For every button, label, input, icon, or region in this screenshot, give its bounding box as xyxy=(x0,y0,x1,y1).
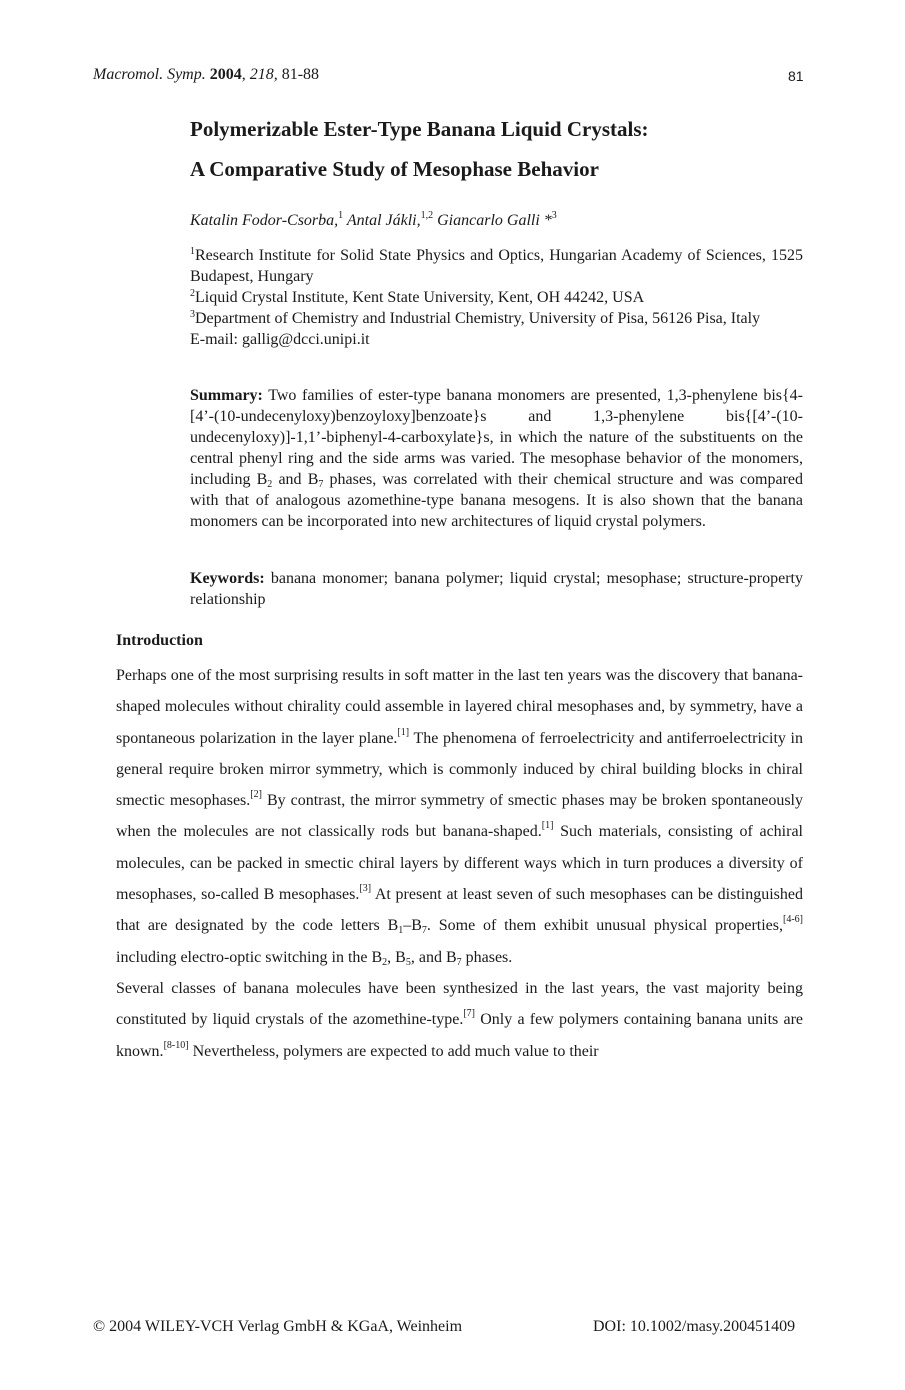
affiliations xyxy=(190,245,803,350)
contact-email: E-mail: gallig@dcci.unipi.it xyxy=(190,331,370,348)
author-list xyxy=(190,212,557,230)
journal-year: 2004 xyxy=(209,66,242,83)
body-text xyxy=(116,660,803,1067)
abstract-label: Summary: xyxy=(190,387,263,404)
page-number: 81 xyxy=(788,68,804,84)
citation-ref: [7] xyxy=(463,1008,475,1020)
citation-ref: [3] xyxy=(359,883,372,895)
doi: DOI: 10.1002/masy.200451409 xyxy=(593,1318,796,1335)
citation-ref: [8-10] xyxy=(163,1039,189,1051)
paragraph: Perhaps one of the most surprising results in soft matter in the last ten years was the discovery that banana-shaped molecules without chirality could assemble in layered chiral mesophases and, by symmetry, have a spontaneous polarization in the layer plane.[1] The phenomena of ferroelectricity and antiferroelectricity in general require broken mirror symmetry, which is commonly induced by chiral building blocks in chiral smectic mesophases.[2] By contrast, the mirror symmetry of smectic phases may be broken spontaneously when the molecules are not classically rods but banana-shaped.[1] Such materials, consisting of achiral molecules, can be packed in smectic chiral layers by different ways which in turn produces a diversity of mesophases, so-called B mesophases.[3] At present at least seven of such mesophases can be distinguished that are designated by the code letters $B_1-B_7$. Some of them exhibit unusual physical properties,[4-6] including electro-optic switching in the $B_2$, $B_5$, and $B_7$ phases. xyxy=(116,667,804,968)
journal-citation: Macromol. Symp. 2004, 218, 81-88 xyxy=(93,66,320,83)
author-name: Giancarlo Galli * xyxy=(437,212,552,229)
paper-title-line-2: A Comparative Study of Mesophase Behavior xyxy=(190,157,599,181)
keywords: Keywords: banana monomer; banana polymer; liquid crystal; mesophase; structure-property relationship xyxy=(190,570,803,608)
author-name: Katalin Fodor-Csorba, xyxy=(190,212,339,229)
author-affiliation-mark: 1 xyxy=(338,210,344,221)
copyright-notice: © 2004 WILEY-VCH Verlag GmbH & KGaA, Weinheim xyxy=(93,1318,463,1335)
citation-ref: [4-6] xyxy=(783,914,803,926)
keywords-label: Keywords: xyxy=(190,570,265,587)
paper-title-line-1: Polymerizable Ester-Type Banana Liquid Crystals: xyxy=(190,117,649,141)
affiliation: $^2$Liquid Crystal Institute, Kent State University, Kent, OH 44242, USA xyxy=(190,288,645,306)
author-name: Antal Jákli, xyxy=(346,212,421,229)
journal-name: Macromol. Symp. xyxy=(93,66,206,83)
affiliation: $^1$Research Institute for Solid State Physics and Optics, Hungarian Academy of Sciences, 1525 Budapest, Hungary xyxy=(190,246,803,285)
citation-ref: [1] xyxy=(397,726,410,738)
author-affiliation-mark: 3 xyxy=(551,210,557,221)
journal-volume: 218, xyxy=(249,66,278,83)
affiliation: $^3$Department of Chemistry and Industrial Chemistry, University of Pisa, 56126 Pisa, Italy xyxy=(190,309,761,327)
citation-ref: [2] xyxy=(250,789,262,801)
abstract: Summary: Two families of ester-type banana monomers are presented, 1,3-phenylene bis{4-[4’-(10-undecenyloxy)benzoyloxy]benzoate}s and 1,3-phenylene bis{[4’-(10-undecenyloxy)]-1,1’-biphenyl-4-carboxylate}s, in which the nature of the substituents on the central phenyl ring and the side arms was varied. The mesophase behavior of the monomers, including $B_2$ and $B_7$ phases, was correlated with their chemical structure and was compared with that of analogous azomethine-type banana mesogens. It is also shown that the banana monomers can be incorporated into new architectures of liquid crystal polymers. xyxy=(190,387,804,530)
section-heading: Introduction xyxy=(116,632,203,649)
paragraph: Several classes of banana molecules have been synthesized in the last years, the vast majority being constituted by liquid crystals of the azomethine-type.[7] Only a few polymers containing banana units are known.[8-10] Nevertheless, polymers are expected to add much value to their xyxy=(116,979,803,1060)
author-affiliation-mark: 1,2 xyxy=(420,210,434,221)
citation-ref: [1] xyxy=(541,820,554,832)
journal-pages: 81-88 xyxy=(281,66,320,83)
